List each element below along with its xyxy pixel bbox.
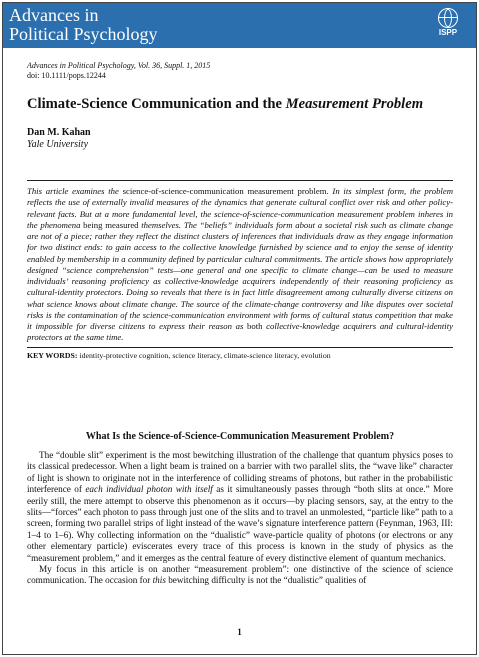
- article-page: [2, 2, 477, 655]
- paragraph: [27, 564, 453, 587]
- citation-block: [27, 61, 210, 81]
- paragraph-text: The “double slit” experiment is the most bewitching illustration of the challenge that quantum physics poses to its classical predecessor. When a light beam is trained on a barrier with two parallel slits, the “wave like” character of light is shown to originate not in the interference of colliding streams of photons, but rather in the probabilistic interference of: [27, 450, 453, 495]
- section-heading: What Is the Science-of-Science-Communication Measurement Problem?: [85, 431, 395, 442]
- abstract-text: collective-knowledge acquirers and cultural-identity protectors at the same time.: [27, 321, 453, 343]
- abstract-text: This article examines the: [27, 186, 123, 196]
- journal-title: Advances in Political Psychology: [9, 5, 158, 44]
- doi: doi: 10.1111/pops.12244: [27, 71, 106, 80]
- paragraph: [27, 450, 453, 564]
- keywords: [27, 351, 453, 361]
- paragraph-text: My focus in this article is on another “measurement problem”: one distinctive of the science of science communication. The occasion for: [27, 564, 453, 586]
- paragraph-text: as it simultaneously passes through “both slits at once.” More eerily still, the mere attempt to observe this phenomenon as it occurs—by placing sensors, say, at the entry to the slits—“forces” each photon to pass through just one of the slits and to travel an unmolested, “particle like” path to a screen, forming two parallel strips of light instead of the wave’s signature interference pattern (Feynman, 1963, III: 1–4 to 1–6). Why collecting information on the “dualistic” wave-particle quality of photons (or electrons or any other elementary particle) eviscerates every trace of this process is known in the study of physics as the “measurement problem,” and it emerges as the central feature of every distinctive element of quantum mechanics.: [27, 484, 453, 563]
- abstract-top-rule: [27, 180, 453, 181]
- abstract-text: being measured: [83, 219, 139, 230]
- author-affiliation: Yale University: [27, 139, 89, 150]
- keywords-label: KEY WORDS:: [27, 351, 78, 360]
- keywords-value: identity-protective cognition, science literacy, climate-science literacy, evolution: [79, 351, 331, 360]
- journal-citation: Advances in Political Psychology, Vol. 36, Suppl. 1, 2015: [27, 61, 211, 70]
- page-number: 1: [237, 627, 242, 637]
- paragraph-text: this: [152, 575, 166, 586]
- article-title: [27, 96, 423, 113]
- title-main: Climate-Science Communication and the: [27, 96, 286, 112]
- abstract-bottom-rule: [27, 347, 453, 348]
- abstract-text: science-of-science-communication measurement problem: [122, 186, 327, 196]
- ispp-logo: [426, 7, 470, 45]
- abstract-text: both: [247, 321, 263, 331]
- abstract-text: . In its simplest form, the problem reflects the use of externally invalid measures of the dynamics that generate cultural conflict over risk and other policy-relevant facts. But at a more fundamental level, the science-of-science-communication measurement problem inheres in the phenomena: [27, 186, 453, 230]
- journal-banner: [3, 3, 476, 48]
- author-name: Dan M. Kahan: [27, 127, 91, 138]
- globe-icon: [438, 8, 458, 28]
- body-text: [27, 450, 453, 587]
- paragraph-text: bewitching difficulty is not the “dualistic” qualities of: [165, 575, 367, 586]
- paragraph-text: each individual photon with itself: [85, 484, 213, 495]
- title-italic: Measurement Problem: [285, 96, 424, 112]
- logo-text: ISPP: [438, 28, 458, 37]
- abstract: [27, 186, 453, 344]
- abstract-text: themselves. The “beliefs” individuals form about a societal risk such as climate change are not of a piece; rather they reflect the distinct clusters of inferences that individuals draw as they engage information for two distinct ends: to gain access to the collective knowledge furnished by science and to enjoy the sense of identity enabled by membership in a community defined by particular cultural commitments. The article shows how appropriately designed “science comprehension” tests—one general and one specific to climate change—can be used to measure individuals’ reasoning proficiency as collective-knowledge acquirers independently of their reasoning proficiency as cultural-identity protectors. Doing so reveals that there is in fact little disagreement among culturally diverse citizens on what science knows about climate change. The source of the climate-change controversy and like disputes over societal risks is the contamination of the science-communication environment with forms of cultural status competition that make it impossible for diverse citizens to express their reason as: [27, 219, 453, 331]
